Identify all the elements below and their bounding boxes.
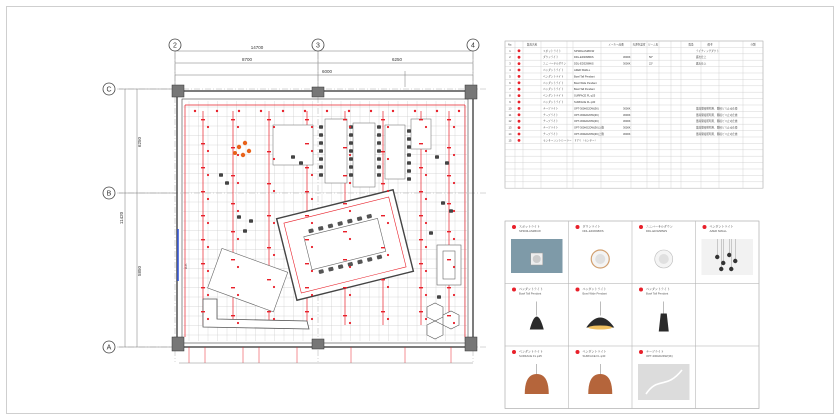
hexagon-tables	[427, 303, 459, 339]
schedule-row-no: 4	[509, 69, 511, 72]
schedule-row-note: 露出仕上	[696, 56, 707, 60]
schedule-row	[509, 106, 738, 110]
dim-left-b-a: 5850	[137, 265, 142, 277]
schedule-row-model: OPT-300HD2DW(3K)	[574, 113, 599, 117]
schedule-row-model: AZER SMALL	[574, 69, 591, 72]
catalog-item-model: SURFACE FL φ25	[519, 354, 542, 358]
schedule-row-name: ペンダントライト	[543, 101, 564, 104]
catalog-item-model: Bowl Tall Pendant	[646, 291, 669, 296]
schedule-row-note: 器具間接照明用、間接ビス止め仕様	[696, 120, 738, 124]
fixture-catalog-grid	[505, 221, 759, 409]
schedule-row-spec: 3000K	[623, 133, 631, 136]
svg-text:A: A	[106, 344, 112, 352]
schedule-row-name: テープライト	[543, 107, 559, 111]
dim-top-2-3: 8700	[241, 57, 253, 62]
schedule-row-name: テープライト	[543, 133, 559, 136]
catalog-item-name: スポットライト	[519, 224, 540, 229]
schedule-row-note: 露出仕上	[696, 62, 707, 66]
catalog-item-model: Bowl Tall Pendant	[519, 291, 542, 296]
catalog-item-model: OPT-300HD2DW(3K)	[646, 354, 673, 358]
schedule-row-name: ペンダントライト	[543, 88, 564, 92]
grid-bubble-2	[169, 39, 181, 51]
schedule-row-name: ユニバーサルダウン	[543, 62, 567, 66]
schedule-row-note: 器具間接照明用、間接ビス止め仕様	[696, 113, 738, 117]
svg-text:4: 4	[471, 42, 475, 50]
schedule-row-name: テープライト	[543, 126, 559, 130]
dim-top-inner: 6000	[321, 69, 333, 74]
schedule-row-no: 14	[508, 133, 512, 136]
booth-seating	[437, 245, 461, 285]
catalog-item-name: ペンダントライト	[519, 287, 543, 291]
schedule-row-model: OPT-300HD2DW(3K)	[574, 120, 599, 124]
grid-bubble-b	[103, 187, 115, 199]
schedule-row-name: ペンダントライト	[543, 69, 564, 72]
catalog-item-name: テープライト	[646, 349, 664, 354]
schedule-row-spec: 3000K	[623, 107, 631, 111]
catalog-item-model: DDL-ED3298WS	[646, 229, 668, 233]
schedule-header-14: 分類	[750, 43, 756, 47]
schedule-row-model: Bowl Tall Pendant	[574, 75, 595, 79]
entrance-doors	[189, 347, 451, 363]
dim-left-overall: 11420	[119, 211, 124, 225]
catalog-item-name: ペンダントライト	[646, 287, 670, 291]
schedule-row-name: テープライト	[543, 113, 559, 117]
schedule-row	[509, 132, 738, 136]
dim-top-overall: 14700	[250, 45, 264, 50]
schedule-row-spec: 3000K	[623, 120, 631, 124]
dim-left-c-b: 6250	[137, 136, 142, 148]
schedule-row-no: 2	[509, 56, 511, 60]
schedule-row-model: DDL-ED3098WS	[574, 56, 594, 60]
schedule-header-8: ビーム角	[647, 43, 659, 47]
schedule-row-no: 11	[508, 113, 512, 117]
grid-bubble-4	[467, 39, 479, 51]
catalog-item-name: ダウンライト	[582, 224, 601, 229]
schedule-row-no: 15	[508, 139, 512, 143]
side-annotation: A.K	[184, 263, 188, 269]
schedule-row-angle: 22°	[649, 62, 653, 66]
schedule-row-model: DDL-ED3298WS	[574, 62, 594, 66]
schedule-row-no: 7	[509, 88, 511, 92]
schedule-row-spec: 3000K	[623, 62, 631, 66]
floor-plan	[103, 39, 487, 363]
svg-text:C: C	[106, 86, 112, 94]
svg-text:3: 3	[316, 42, 320, 50]
catalog-item-name: ユニバーサルダウン	[646, 224, 673, 229]
schedule-header-7: 光源色温度	[632, 43, 646, 47]
schedule-row-model: SURFACE FL φ30	[574, 101, 596, 104]
schedule-row-no: 12	[508, 120, 512, 124]
catalog-item-model: AZER SMALL	[709, 229, 727, 233]
meeting-room	[277, 190, 414, 301]
grid-bubble-c	[103, 83, 115, 95]
schedule-row-no: 6	[509, 81, 511, 85]
catalog-item-name: ペンダントライト	[519, 349, 543, 354]
schedule-row-name: ペンダントライト	[543, 75, 564, 79]
schedule-row	[509, 126, 738, 130]
schedule-row-note: 器具間接照明用、間接ビス止め仕様	[696, 126, 738, 130]
lounge-area	[208, 248, 288, 311]
schedule-row-name: ペンダントライト	[543, 81, 564, 85]
schedule-row-spec: 3000K	[623, 113, 631, 117]
schedule-row-no: 3	[509, 62, 511, 66]
drawing-sheet	[6, 6, 834, 414]
schedule-header-0: No.	[507, 43, 513, 47]
catalog-item-name: ペンダントライト	[709, 224, 734, 229]
schedule-row-name: センサーコントローラー	[543, 139, 572, 143]
catalog-item-name: ペンダントライト	[582, 287, 607, 291]
catalog-item-model: SURFACE FL φ30	[582, 354, 606, 358]
schedule-row-model: OPT-300HD2DW(3K)上側	[574, 133, 604, 136]
schedule-row-note: 器具間接照明用、間接ビス止め仕様	[696, 107, 738, 111]
schedule-row-note: 器具間接照明用、間接ビス止め仕様	[696, 133, 738, 136]
left-dimension-lines	[119, 89, 177, 347]
schedule-row-no: 9	[509, 101, 511, 104]
schedule-row-spec: 3000K	[623, 126, 631, 130]
grid-bubble-3	[312, 39, 324, 51]
schedule-header-2: 器具名称	[526, 43, 538, 47]
pendant-cluster	[233, 141, 251, 157]
schedule-row-no: 1	[509, 49, 511, 53]
schedule-header-12: 備考	[707, 43, 713, 47]
schedule-header-11: 数量	[688, 43, 694, 47]
schedule-row-model: OPT-300HD2DW(3K)	[574, 107, 599, 111]
schedule-row-angle: 50°	[649, 56, 653, 60]
schedule-row-no: 13	[508, 126, 512, 130]
schedule-row-no: 10	[508, 107, 512, 111]
schedule-row-model: ドアリ（センサー）	[574, 139, 598, 143]
schedule-row-name: スポットライト	[543, 49, 562, 53]
schedule-row-name: ダウンライト	[543, 56, 559, 60]
schedule-row	[509, 113, 738, 117]
grid-bubble-a	[103, 341, 115, 353]
lighting-plan-sheet	[7, 7, 833, 413]
catalog-item-name: ペンダントライト	[582, 349, 607, 354]
catalog-item-model: Bowl Wide Pendant	[582, 291, 607, 296]
catalog-item-model: DDL-ED3098WS	[582, 229, 604, 233]
schedule-header-6: メーカー品番	[608, 43, 624, 47]
top-dimension-lines	[175, 47, 473, 87]
schedule-row-spec: 3000K	[623, 56, 631, 60]
schedule-row-model: Bowl Tall Pendant	[574, 88, 595, 92]
schedule-row-model: Bowl Wide Pendant	[574, 81, 597, 85]
catalog-item-model: SP300LAS2BCW	[519, 229, 541, 233]
schedule-row-no: 5	[509, 75, 511, 79]
schedule-row-model: OPT-300HD2DW(3K)上側	[574, 126, 604, 130]
schedule-row	[509, 119, 738, 123]
schedule-row-note: ライティングダクト	[696, 49, 719, 53]
schedule-row-name: ペンダントライト	[543, 94, 564, 98]
dim-top-3-4: 6250	[391, 57, 403, 62]
fixture-schedule-table	[505, 41, 763, 188]
schedule-row-model: SP300LAS2BCW	[574, 49, 595, 53]
schedule-row-model: SURFACE FL φ25	[574, 94, 596, 98]
svg-text:2: 2	[173, 42, 177, 50]
svg-text:B: B	[106, 190, 112, 198]
schedule-row-no: 8	[509, 94, 511, 98]
schedule-row-name: テープライト	[543, 120, 559, 124]
